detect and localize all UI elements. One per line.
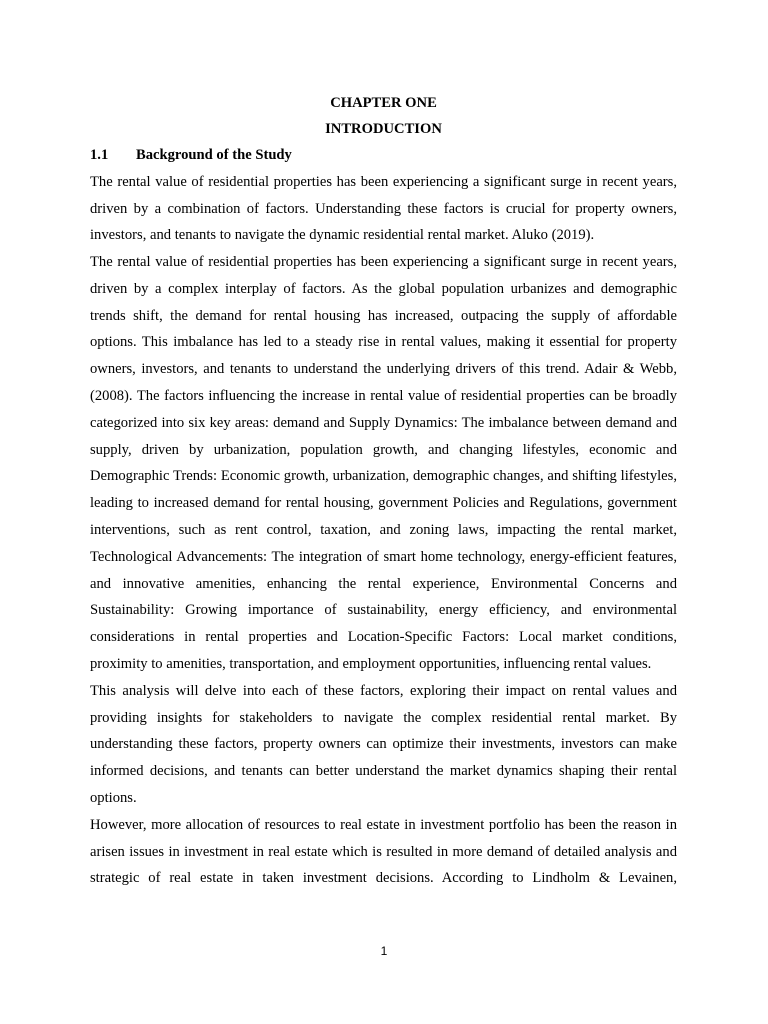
section-title: Background of the Study bbox=[136, 147, 292, 163]
paragraph: The rental value of residential properties has been experiencing a significant surge in recent years, driven by a combination of factors. Understanding these factors is crucial for property owners, investors, and tenants to navigate the dynamic residential rental market. Aluko (2019). bbox=[90, 173, 677, 244]
paragraph-last: However, more allocation of resources to real estate in investment portfolio has been the reason in arisen issues in investment in real estate which is resulted in more demand of detailed analysis and strategic of real estate in taken investment decisions. According to Lindholm & Levainen, bbox=[90, 816, 677, 887]
paragraph: The rental value of residential properties has been experiencing a significant surge in recent years, driven by a complex interplay of factors. As the global population urbanizes and demographic trends shift, the demand for rental housing has increased, outpacing the supply of affordable options. This imbalance has led to a steady rise in rental values, making it essential for property owners, investors, and tenants to understand the underlying drivers of this trend. Adair & Webb, (2008). The factors influencing the increase in rental value of residential properties can be broadly categorized into six key areas: demand and Supply Dynamics: The imbalance between demand and supply, driven by urbanization, population growth, and changing lifestyles, economic and Demographic Trends: Economic growth, urbanization, demographic changes, and shifting lifestyles, leading to increased demand for rental housing, government Policies and Regulations, government interventions, such as rent control, taxation, and zoning laws, impacting the rental market, Technological Advancements: The integration of smart home technology, energy-efficient features, and innovative amenities, enhancing the rental experience, Environmental Concerns and Sustainability: Growing importance of sustainability, energy efficiency, and environmental considerations in rental properties and Location-Specific Factors: Local market conditions, proximity to amenities, transportation, and employment opportunities, influencing rental values. bbox=[90, 254, 677, 673]
section-heading bbox=[90, 142, 677, 169]
chapter-title: CHAPTER ONE bbox=[330, 95, 437, 111]
paragraph: This analysis will delve into each of these factors, exploring their impact on rental values and providing insights for stakeholders to navigate the complex residential rental market. By understanding these factors, property owners can optimize their investments, investors can make informed decisions, and tenants can better understand the market dynamics shaping their rental options. bbox=[90, 682, 677, 807]
page-number: 1 bbox=[380, 944, 388, 958]
chapter-subtitle: INTRODUCTION bbox=[325, 121, 442, 137]
section-number: 1.1 bbox=[90, 147, 109, 163]
page-content bbox=[90, 90, 677, 892]
